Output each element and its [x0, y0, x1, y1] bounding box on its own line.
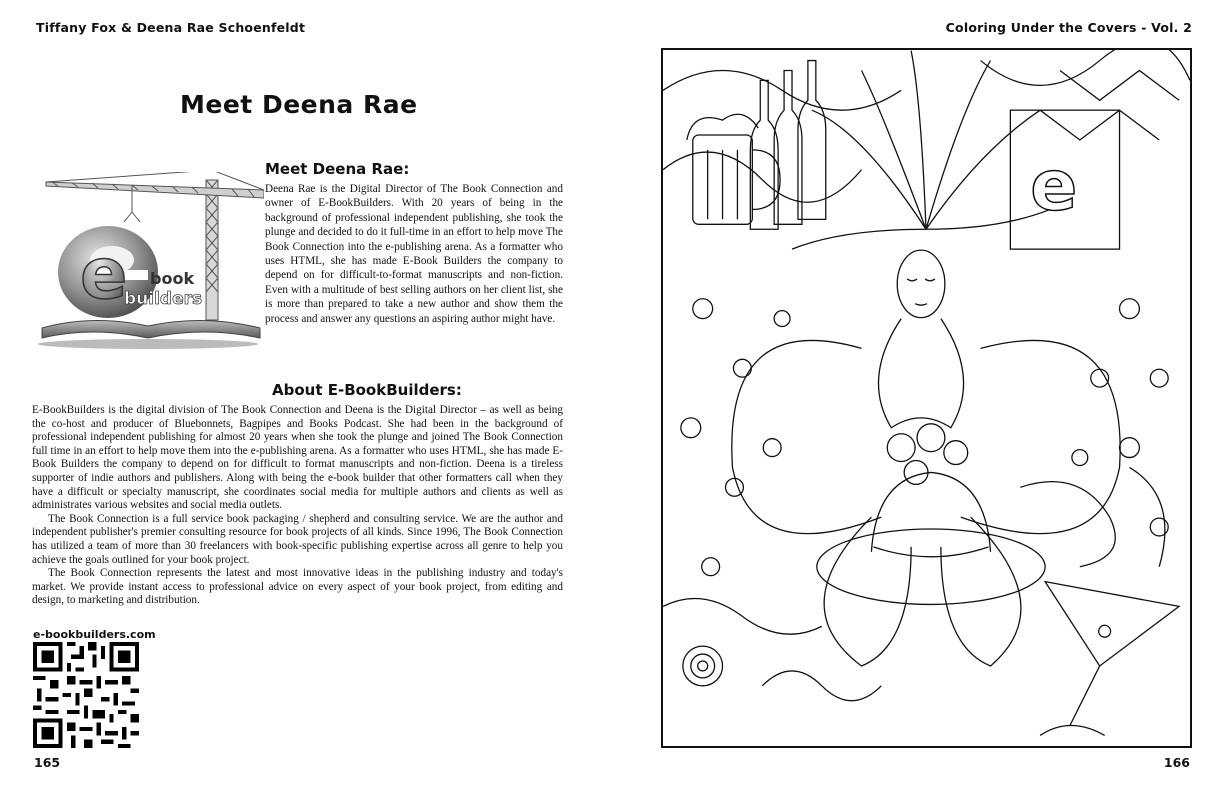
logo-word-book: book: [150, 269, 195, 288]
page-title: Meet Deena Rae: [180, 90, 418, 119]
about-paragraph: The Book Connection represents the latest and most innovative ideas in the publishing industry and today's market. We provide instant access to professional advice on every aspect of your book project, from editing and design, to marketing and distribution.: [32, 567, 563, 607]
coloring-illustration-icon: [661, 48, 1192, 748]
about-body: [32, 404, 563, 608]
meet-text: Deena Rae is the Digital Director of The Book Connection and owner of E-BookBuilders. With 20 years of being in the background of professional independent publishing, she took the plunge and decided to do it full-time in an effort to help move The Book Connection into the e-publishing arena. As a formatter who uses HTML, she has made E-Book Builders the company to depend on for difficult-to-format manuscripts and non-fiction. Even with a multitude of best selling authors on her client list, she is more than prepared to take a new author and show them the process and answer any questions an aspiring author might have.: [265, 183, 563, 325]
meet-heading: Meet Deena Rae:: [265, 160, 410, 178]
running-header-right: Coloring Under the Covers - Vol. 2: [945, 20, 1192, 35]
e-bookbuilders-logo-icon: [32, 172, 264, 350]
svg-text:e: e: [1030, 146, 1078, 227]
about-heading: About E-BookBuilders:: [272, 381, 462, 399]
qr-code-icon: [33, 642, 139, 748]
about-paragraph: E-BookBuilders is the digital division of The Book Connection and Deena is the Digital Director – as well as being the co-host and producer of Bluebonnets, Bagpipes and Books Podcast. She had been in the background of professional independent publishing for almost 20 years when she took the plunge and joined The Book Connection full time in an effort to help move them into the e-publishing arena. As a formatter who uses HTML, she has made E-Book Builders the company to depend on for difficult to format manuscripts and non-fiction. Deena is a tireless supporter of indie authors and publishers. Along with being the e-book builder that other formatters call when they have a difficult or specialty manuscript, she coordinates social media for multiple authors and clients as well as administrates various websites and social media outlets.: [32, 404, 563, 512]
page-number-left: 165: [34, 755, 61, 770]
page-number-right: 166: [1163, 755, 1190, 770]
logo-word-builders: builders: [124, 289, 203, 309]
running-header-left: Tiffany Fox & Deena Rae Schoenfeldt: [36, 20, 306, 35]
website-url[interactable]: e-bookbuilders.com: [33, 628, 156, 641]
about-paragraph: The Book Connection is a full service book packaging / shepherd and consulting service. We are the author and independent publisher's premier consulting resource for book projects of all kinds. Since 1996, The Book Connection has utilized a team of more than 30 freelancers with book-specific publishing expertise across all genre to help you achieve the goals outlined for your book project.: [32, 512, 563, 566]
logo-letter: e: [80, 233, 128, 315]
